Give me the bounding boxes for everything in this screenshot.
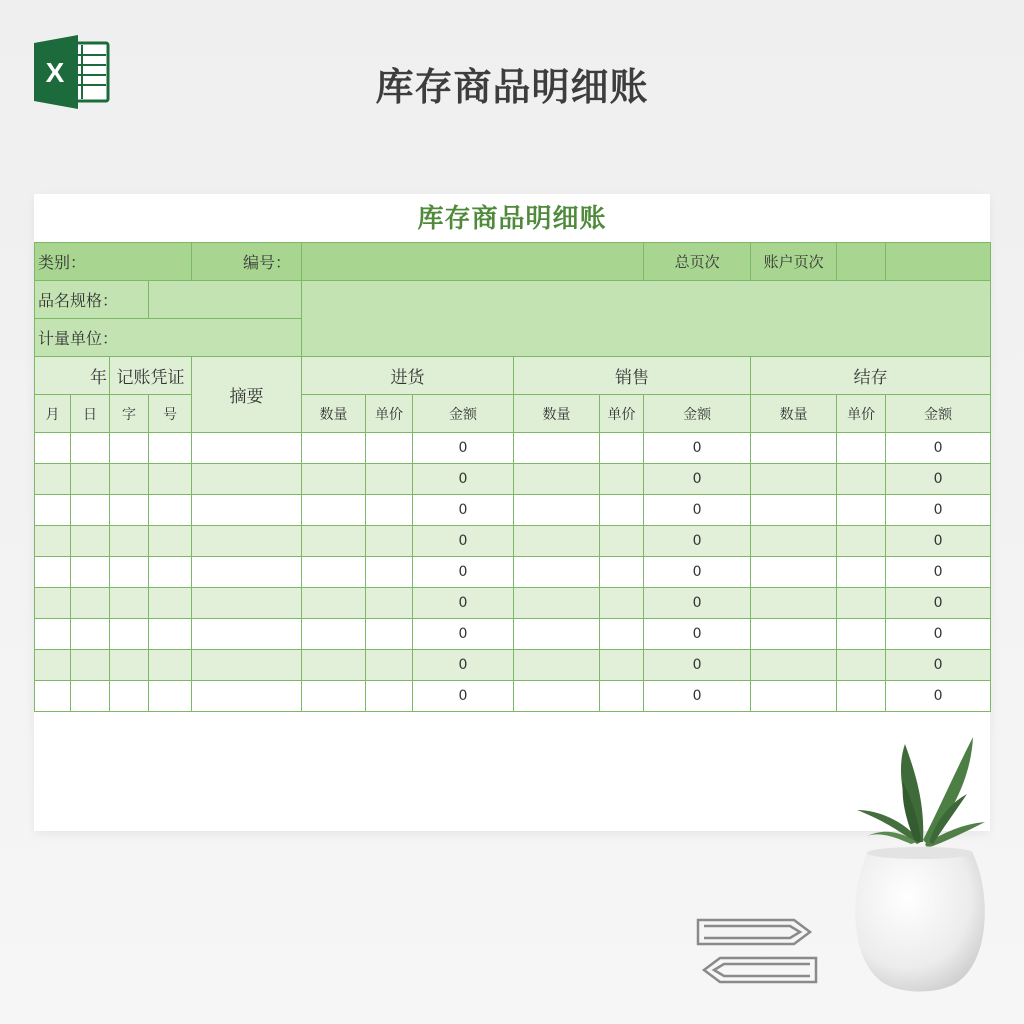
balance-qty-cell[interactable] <box>751 464 837 495</box>
sales-amount-cell[interactable]: 0 <box>644 526 751 557</box>
sales-qty-cell[interactable] <box>514 557 600 588</box>
table-row <box>35 557 991 588</box>
purchase-price-cell[interactable] <box>366 464 413 495</box>
purchase-price-cell[interactable] <box>366 681 413 712</box>
month-cell[interactable] <box>35 464 71 495</box>
voucher-number-cell[interactable] <box>149 619 192 650</box>
balance-price-cell[interactable] <box>837 681 886 712</box>
month-cell[interactable] <box>35 619 71 650</box>
year-header: 年 <box>35 357 110 395</box>
balance-amount-cell[interactable]: 0 <box>886 433 991 464</box>
purchase-amount-cell[interactable]: 0 <box>413 495 514 526</box>
purchase-qty-header: 数量 <box>302 395 366 433</box>
sales-amount-cell[interactable]: 0 <box>644 650 751 681</box>
month-header: 月 <box>35 395 71 433</box>
month-cell[interactable] <box>35 557 71 588</box>
sales-price-cell[interactable] <box>600 433 644 464</box>
balance-qty-cell[interactable] <box>751 526 837 557</box>
purchase-amount-cell[interactable]: 0 <box>413 464 514 495</box>
potted-plant-icon <box>845 732 995 994</box>
voucher-number-cell[interactable] <box>149 650 192 681</box>
balance-amount-cell[interactable]: 0 <box>886 526 991 557</box>
sales-amount-cell[interactable]: 0 <box>644 495 751 526</box>
balance-price-cell[interactable] <box>837 557 886 588</box>
balance-amount-header: 金额 <box>886 395 991 433</box>
sales-qty-cell[interactable] <box>514 681 600 712</box>
sales-qty-header: 数量 <box>514 395 600 433</box>
day-cell[interactable] <box>71 588 110 619</box>
code-value-cell[interactable] <box>302 243 644 281</box>
purchase-price-cell[interactable] <box>366 433 413 464</box>
month-cell[interactable] <box>35 588 71 619</box>
balance-price-cell[interactable] <box>837 619 886 650</box>
purchase-amount-header: 金额 <box>413 395 514 433</box>
voucher-header: 记账凭证 <box>110 357 192 395</box>
balance-price-cell[interactable] <box>837 464 886 495</box>
info-row-spec <box>35 281 991 319</box>
balance-qty-header: 数量 <box>751 395 837 433</box>
sales-amount-cell[interactable]: 0 <box>644 557 751 588</box>
code-label: 编号： <box>192 243 302 281</box>
table-row <box>35 588 991 619</box>
balance-qty-cell[interactable] <box>751 495 837 526</box>
voucher-word-cell[interactable] <box>110 681 149 712</box>
table-row <box>35 650 991 681</box>
info-row-category <box>35 243 991 281</box>
sales-qty-cell[interactable] <box>514 433 600 464</box>
purchase-qty-cell[interactable] <box>302 557 366 588</box>
voucher-number-cell[interactable] <box>149 526 192 557</box>
sales-price-cell[interactable] <box>600 526 644 557</box>
sales-price-cell[interactable] <box>600 619 644 650</box>
voucher-number-cell[interactable] <box>149 495 192 526</box>
day-cell[interactable] <box>71 495 110 526</box>
inventory-ledger-table <box>34 242 991 712</box>
month-cell[interactable] <box>35 526 71 557</box>
total-pages-label: 总页次 <box>644 243 751 281</box>
purchase-amount-cell[interactable]: 0 <box>413 433 514 464</box>
voucher-word-cell[interactable] <box>110 495 149 526</box>
purchase-qty-cell[interactable] <box>302 495 366 526</box>
sales-amount-cell[interactable]: 0 <box>644 433 751 464</box>
balance-qty-cell[interactable] <box>751 588 837 619</box>
balance-price-cell[interactable] <box>837 433 886 464</box>
summary-cell[interactable] <box>192 588 302 619</box>
voucher-word-cell[interactable] <box>110 650 149 681</box>
summary-header: 摘要 <box>192 357 302 433</box>
voucher-number-cell[interactable] <box>149 433 192 464</box>
balance-amount-cell[interactable]: 0 <box>886 681 991 712</box>
balance-price-header: 单价 <box>837 395 886 433</box>
summary-cell[interactable] <box>192 650 302 681</box>
voucher-number-cell[interactable] <box>149 681 192 712</box>
balance-price-cell[interactable] <box>837 495 886 526</box>
purchase-qty-cell[interactable] <box>302 650 366 681</box>
category-label: 类别： <box>35 243 192 281</box>
sales-qty-cell[interactable] <box>514 526 600 557</box>
column-header-row <box>35 357 991 395</box>
month-cell[interactable] <box>35 433 71 464</box>
voucher-word-cell[interactable] <box>110 588 149 619</box>
summary-cell[interactable] <box>192 557 302 588</box>
summary-cell[interactable] <box>192 526 302 557</box>
voucher-number-cell[interactable] <box>149 557 192 588</box>
balance-price-cell[interactable] <box>837 650 886 681</box>
table-row <box>35 681 991 712</box>
voucher-word-cell[interactable] <box>110 526 149 557</box>
balance-amount-cell[interactable]: 0 <box>886 588 991 619</box>
sales-header: 销售 <box>514 357 751 395</box>
sales-qty-cell[interactable] <box>514 588 600 619</box>
purchase-qty-cell[interactable] <box>302 619 366 650</box>
purchase-amount-cell[interactable]: 0 <box>413 619 514 650</box>
sales-qty-cell[interactable] <box>514 464 600 495</box>
day-header: 日 <box>71 395 110 433</box>
sales-price-cell[interactable] <box>600 464 644 495</box>
voucher-word-cell[interactable] <box>110 464 149 495</box>
voucher-word-cell[interactable] <box>110 557 149 588</box>
table-row <box>35 433 991 464</box>
month-cell[interactable] <box>35 681 71 712</box>
purchase-header: 进货 <box>302 357 514 395</box>
balance-amount-cell[interactable]: 0 <box>886 557 991 588</box>
summary-cell[interactable] <box>192 433 302 464</box>
summary-cell[interactable] <box>192 495 302 526</box>
month-cell[interactable] <box>35 495 71 526</box>
purchase-price-cell[interactable] <box>366 495 413 526</box>
purchase-price-cell[interactable] <box>366 619 413 650</box>
account-pages-value-cell[interactable] <box>886 243 991 281</box>
sales-price-cell[interactable] <box>600 557 644 588</box>
day-cell[interactable] <box>71 433 110 464</box>
purchase-price-cell[interactable] <box>366 526 413 557</box>
purchase-price-cell[interactable] <box>366 588 413 619</box>
balance-amount-cell[interactable]: 0 <box>886 619 991 650</box>
balance-qty-cell[interactable] <box>751 650 837 681</box>
voucher-number-cell[interactable] <box>149 464 192 495</box>
info-blank-area[interactable] <box>302 281 991 357</box>
month-cell[interactable] <box>35 650 71 681</box>
voucher-number-header: 号 <box>149 395 192 433</box>
day-cell[interactable] <box>71 464 110 495</box>
summary-cell[interactable] <box>192 464 302 495</box>
voucher-number-cell[interactable] <box>149 588 192 619</box>
table-row <box>35 464 991 495</box>
sales-amount-cell[interactable]: 0 <box>644 681 751 712</box>
day-cell[interactable] <box>71 650 110 681</box>
sales-price-cell[interactable] <box>600 588 644 619</box>
balance-qty-cell[interactable] <box>751 681 837 712</box>
ledger-body <box>35 433 991 712</box>
balance-price-cell[interactable] <box>837 588 886 619</box>
table-row <box>35 619 991 650</box>
paper-clips-icon <box>694 914 820 986</box>
sales-price-cell[interactable] <box>600 650 644 681</box>
sales-price-cell[interactable] <box>600 681 644 712</box>
balance-qty-cell[interactable] <box>751 433 837 464</box>
voucher-word-cell[interactable] <box>110 433 149 464</box>
sales-qty-cell[interactable] <box>514 650 600 681</box>
balance-price-cell[interactable] <box>837 526 886 557</box>
sales-amount-cell[interactable]: 0 <box>644 619 751 650</box>
sales-amount-cell[interactable]: 0 <box>644 464 751 495</box>
balance-amount-cell[interactable]: 0 <box>886 495 991 526</box>
purchase-amount-cell[interactable]: 0 <box>413 557 514 588</box>
summary-cell[interactable] <box>192 681 302 712</box>
day-cell[interactable] <box>71 681 110 712</box>
purchase-amount-cell[interactable]: 0 <box>413 681 514 712</box>
sheet-title: 库存商品明细账 <box>417 204 607 234</box>
voucher-word-cell[interactable] <box>110 619 149 650</box>
account-pages-label: 账户页次 <box>751 243 837 281</box>
purchase-qty-cell[interactable] <box>302 526 366 557</box>
purchase-amount-cell[interactable]: 0 <box>413 526 514 557</box>
sales-qty-cell[interactable] <box>514 495 600 526</box>
purchase-amount-cell[interactable]: 0 <box>413 650 514 681</box>
purchase-price-cell[interactable] <box>366 650 413 681</box>
svg-text:X: X <box>45 57 65 88</box>
sales-amount-cell[interactable]: 0 <box>644 588 751 619</box>
balance-qty-cell[interactable] <box>751 619 837 650</box>
day-cell[interactable] <box>71 526 110 557</box>
column-subheader-row <box>35 395 991 433</box>
day-cell[interactable] <box>71 557 110 588</box>
purchase-qty-cell[interactable] <box>302 464 366 495</box>
purchase-price-header: 单价 <box>366 395 413 433</box>
purchase-qty-cell[interactable] <box>302 588 366 619</box>
balance-amount-cell[interactable]: 0 <box>886 464 991 495</box>
table-row <box>35 526 991 557</box>
summary-cell[interactable] <box>192 619 302 650</box>
purchase-price-cell[interactable] <box>366 557 413 588</box>
purchase-amount-cell[interactable]: 0 <box>413 588 514 619</box>
balance-header: 结存 <box>751 357 991 395</box>
day-cell[interactable] <box>71 619 110 650</box>
total-pages-value-cell[interactable] <box>837 243 886 281</box>
unit-label: 计量单位： <box>35 319 302 357</box>
balance-qty-cell[interactable] <box>751 557 837 588</box>
product-spec-label: 品名规格： <box>35 281 149 319</box>
sales-price-cell[interactable] <box>600 495 644 526</box>
voucher-word-header: 字 <box>110 395 149 433</box>
product-spec-value-cell[interactable] <box>149 281 302 319</box>
sales-qty-cell[interactable] <box>514 619 600 650</box>
purchase-qty-cell[interactable] <box>302 681 366 712</box>
purchase-qty-cell[interactable] <box>302 433 366 464</box>
table-row <box>35 495 991 526</box>
sales-price-header: 单价 <box>600 395 644 433</box>
page-title: 库存商品明细账 <box>375 65 649 109</box>
balance-amount-cell[interactable]: 0 <box>886 650 991 681</box>
sales-amount-header: 金额 <box>644 395 751 433</box>
